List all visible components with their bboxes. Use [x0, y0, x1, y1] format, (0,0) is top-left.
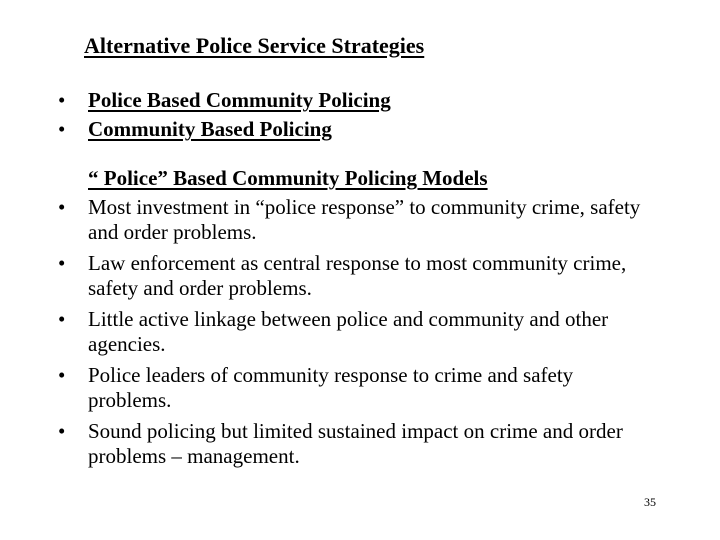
slide-title: Alternative Police Service Strategies — [84, 33, 425, 58]
list-item — [58, 417, 653, 469]
bullet-text: Law enforcement as central response to most community crime, safety and order problems. — [88, 251, 627, 300]
bullet-icon: • — [58, 307, 66, 331]
section-subheading: “ Police” Based Community Policing Models — [88, 166, 488, 190]
bullet-icon: • — [58, 419, 66, 443]
bullet-text: Police Based Community Policing — [88, 88, 391, 112]
bullet-icon: • — [58, 363, 66, 387]
bullet-text: Most investment in “police response” to community crime, safety and order problems. — [88, 195, 641, 244]
bullet-text: Community Based Policing — [88, 117, 332, 141]
list-item — [58, 115, 391, 144]
top-bullet-list — [58, 86, 391, 144]
list-item — [58, 193, 653, 245]
list-item — [58, 249, 653, 301]
bullet-icon: • — [58, 251, 66, 275]
page-number: 35 — [644, 495, 656, 509]
bullet-icon: • — [58, 88, 66, 112]
bullet-icon: • — [58, 195, 66, 219]
bullet-text: Sound policing but limited sustained impact on crime and order problems – management. — [88, 419, 623, 468]
list-item — [58, 305, 653, 357]
bullet-text: Little active linkage between police and community and other agencies. — [88, 307, 609, 356]
list-item — [58, 86, 391, 115]
bullet-icon: • — [58, 117, 66, 141]
bullet-text: Police leaders of community response to crime and safety problems. — [88, 363, 574, 412]
model-bullet-list — [58, 193, 653, 469]
list-item — [58, 361, 653, 413]
